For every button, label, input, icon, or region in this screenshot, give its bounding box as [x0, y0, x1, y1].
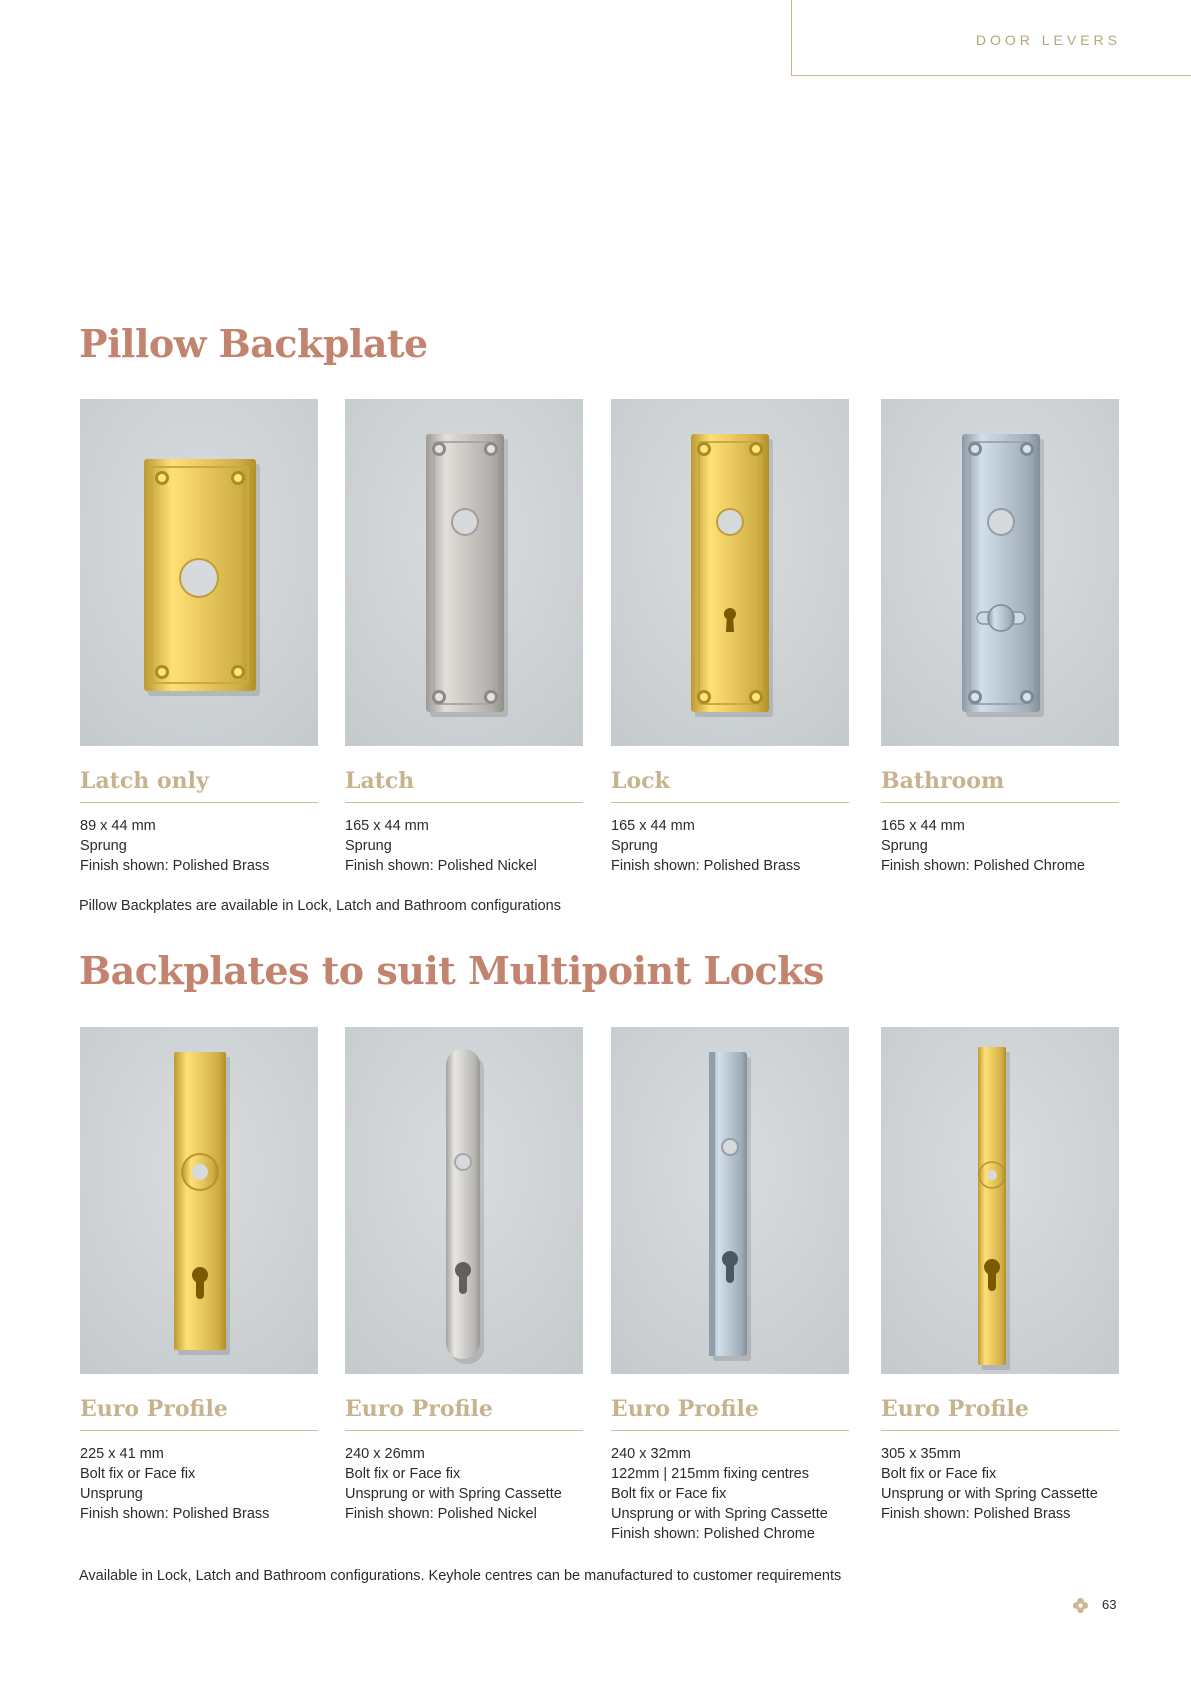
- screw-head: [487, 693, 495, 701]
- product-card-latch: [345, 399, 583, 876]
- spec-spring: Sprung: [611, 838, 658, 854]
- spec-line: 122mm | 215mm fixing centres: [611, 1466, 809, 1482]
- product-name: Euro Profile: [881, 1394, 1119, 1431]
- spec-line: Unsprung or with Spring Cassette: [881, 1486, 1098, 1502]
- product-specs: [345, 816, 583, 876]
- spec-line: Finish shown: Polished Brass: [80, 1506, 270, 1522]
- spec-line: Finish shown: Polished Nickel: [345, 1506, 537, 1522]
- screw-head: [487, 445, 495, 453]
- spec-spring: Sprung: [80, 838, 127, 854]
- spec-line: Unsprung or with Spring Cassette: [611, 1506, 828, 1522]
- screw-head: [158, 474, 166, 482]
- product-card-euro-4: [881, 1027, 1119, 1524]
- screw-head: [435, 445, 443, 453]
- product-name: Bathroom: [881, 766, 1119, 803]
- product-specs: [881, 1444, 1119, 1524]
- keyhole-slot: [726, 1259, 734, 1283]
- section-note: Available in Lock, Latch and Bathroom configurations. Keyhole centres can be manufactured to customer requirements: [79, 1568, 842, 1584]
- spec-line: 305 x 35mm: [881, 1446, 961, 1462]
- product-photo: [345, 1027, 583, 1374]
- screw-head: [158, 668, 166, 676]
- product-name: Latch only: [80, 766, 318, 803]
- product-photo: [80, 1027, 318, 1374]
- spec-finish: Finish shown: Polished Nickel: [345, 858, 537, 874]
- spec-line: Finish shown: Polished Chrome: [611, 1526, 815, 1542]
- keyhole-slot: [196, 1275, 204, 1299]
- screw-head: [435, 693, 443, 701]
- spec-line: Unsprung or with Spring Cassette: [345, 1486, 562, 1502]
- product-card-euro-1: [80, 1027, 318, 1524]
- spec-dimensions: 165 x 44 mm: [611, 818, 695, 834]
- product-specs: [881, 816, 1119, 876]
- product-photo: [611, 1027, 849, 1374]
- product-photo: [881, 399, 1119, 746]
- plate-body: [962, 434, 1040, 712]
- product-card-euro-3: [611, 1027, 849, 1544]
- spec-spring: Sprung: [881, 838, 928, 854]
- spec-line: Bolt fix or Face fix: [881, 1466, 997, 1482]
- product-name: Euro Profile: [80, 1394, 318, 1431]
- keyhole-slot: [726, 614, 734, 632]
- spec-finish: Finish shown: Polished Chrome: [881, 858, 1085, 874]
- backplate-latch-image: [345, 399, 583, 746]
- product-name: Euro Profile: [345, 1394, 583, 1431]
- plate-body: [426, 434, 504, 712]
- product-card-euro-2: [345, 1027, 583, 1524]
- section-title-pillow-backplate: Pillow Backplate: [79, 321, 428, 366]
- spec-line: 225 x 41 mm: [80, 1446, 164, 1462]
- plate-body: [446, 1049, 480, 1359]
- spec-dimensions: 165 x 44 mm: [345, 818, 429, 834]
- section-title-multipoint: Backplates to suit Multipoint Locks: [79, 948, 824, 993]
- page-number: 63: [1102, 1597, 1117, 1612]
- product-photo: [611, 399, 849, 746]
- product-specs: [611, 1444, 849, 1544]
- spindle-hole: [192, 1164, 208, 1180]
- product-name: Latch: [345, 766, 583, 803]
- screw-head: [971, 445, 979, 453]
- keyhole-slot: [459, 1270, 467, 1294]
- spindle-hole: [181, 560, 217, 596]
- spec-finish: Finish shown: Polished Brass: [611, 858, 801, 874]
- product-specs: [80, 1444, 318, 1524]
- product-name: Lock: [611, 766, 849, 803]
- spec-line: 240 x 26mm: [345, 1446, 425, 1462]
- screw-head: [752, 693, 760, 701]
- thumbturn-knob: [988, 605, 1014, 631]
- product-name: Euro Profile: [611, 1394, 849, 1431]
- screw-head: [700, 693, 708, 701]
- backplate-euro-narrow-image: [881, 1027, 1119, 1374]
- spindle-hole: [989, 510, 1013, 534]
- section-tab: [791, 0, 1191, 76]
- screw-head: [971, 693, 979, 701]
- product-photo: [80, 399, 318, 746]
- spindle-hole: [718, 510, 742, 534]
- plate-body: [174, 1052, 226, 1350]
- product-photo: [881, 1027, 1119, 1374]
- spec-line: Bolt fix or Face fix: [611, 1486, 727, 1502]
- spec-line: Bolt fix or Face fix: [345, 1466, 461, 1482]
- spec-line: 240 x 32mm: [611, 1446, 691, 1462]
- section-label: DOOR LEVERS: [975, 32, 1121, 48]
- product-card-bathroom: [881, 399, 1119, 876]
- spindle-hole: [453, 510, 477, 534]
- backplate-euro-chrome-image: [611, 1027, 849, 1374]
- spec-dimensions: 89 x 44 mm: [80, 818, 156, 834]
- product-specs: [611, 816, 849, 876]
- spec-line: Bolt fix or Face fix: [80, 1466, 196, 1482]
- screw-head: [234, 474, 242, 482]
- plate-body: [691, 434, 769, 712]
- spec-dimensions: 165 x 44 mm: [881, 818, 965, 834]
- spec-spring: Sprung: [345, 838, 392, 854]
- product-card-lock: [611, 399, 849, 876]
- backplate-euro-rounded-image: [345, 1027, 583, 1374]
- screw-head: [700, 445, 708, 453]
- product-card-latch-only: [80, 399, 318, 876]
- screw-head: [1023, 445, 1031, 453]
- spindle-hole: [723, 1140, 737, 1154]
- plate-edge: [709, 1052, 715, 1356]
- product-specs: [345, 1444, 583, 1524]
- spindle-hole: [456, 1155, 470, 1169]
- flower-icon: [1072, 1597, 1089, 1614]
- plate-body: [978, 1047, 1006, 1365]
- spec-finish: Finish shown: Polished Brass: [80, 858, 270, 874]
- backplate-latch-only-image: [80, 399, 318, 746]
- product-specs: [80, 816, 318, 876]
- keyhole-slot: [988, 1267, 996, 1291]
- section-note: Pillow Backplates are available in Lock, Latch and Bathroom configurations: [79, 898, 561, 914]
- spindle-hole: [987, 1170, 997, 1180]
- backplate-lock-image: [611, 399, 849, 746]
- product-photo: [345, 399, 583, 746]
- screw-head: [1023, 693, 1031, 701]
- spec-line: Finish shown: Polished Brass: [881, 1506, 1071, 1522]
- screw-head: [752, 445, 760, 453]
- backplate-bathroom-image: [881, 399, 1119, 746]
- spec-line: Unsprung: [80, 1486, 143, 1502]
- screw-head: [234, 668, 242, 676]
- backplate-euro-wide-image: [80, 1027, 318, 1374]
